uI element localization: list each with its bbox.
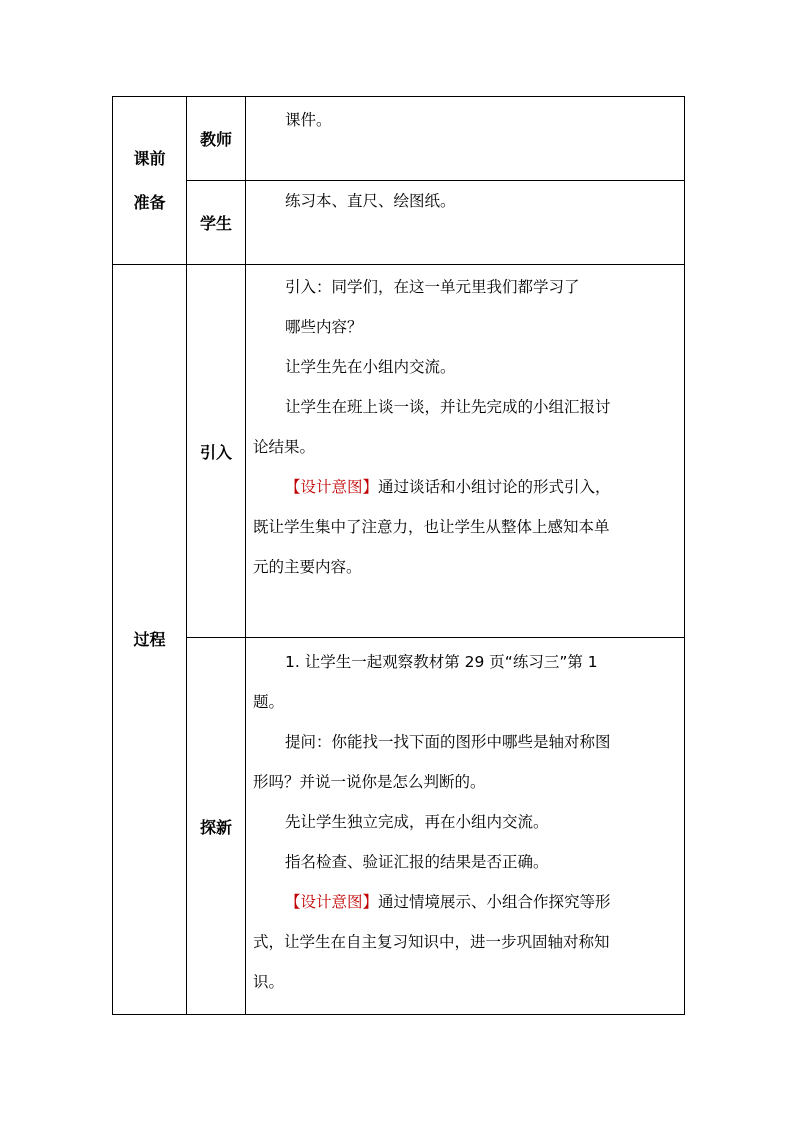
intro-design-tag: 【设计意图】 xyxy=(285,478,379,496)
intro-p2: 让学生先在小组内交流。 xyxy=(285,358,456,376)
teacher-content xyxy=(246,97,685,181)
intro-design-b: 既让学生集中了注意力，也让学生从整体上感知本单 xyxy=(253,518,610,536)
explore-p2b: 形吗？并说一说你是怎么判断的。 xyxy=(253,773,486,791)
intro-p3b: 论结果。 xyxy=(253,438,316,456)
explore-p1b: 题。 xyxy=(253,693,285,711)
student-content xyxy=(246,181,685,265)
intro-label: 引入 xyxy=(187,265,246,638)
intro-design-c: 元的主要内容。 xyxy=(253,558,362,576)
prep-header-cell xyxy=(113,97,187,265)
intro-p1b: 哪些内容？ xyxy=(285,318,363,336)
process-header: 过程 xyxy=(113,265,187,1015)
student-text: 练习本、直尺、绘图纸。 xyxy=(285,192,456,210)
student-label: 学生 xyxy=(187,181,246,265)
explore-content xyxy=(246,638,685,1015)
teacher-label: 教师 xyxy=(187,97,246,181)
intro-design-a: 通过谈话和小组讨论的形式引入， xyxy=(378,478,611,496)
intro-content xyxy=(246,265,685,638)
explore-design-c: 识。 xyxy=(253,973,285,991)
prep-header-line2: 准备 xyxy=(133,192,166,212)
intro-p1a: 引入：同学们，在这一单元里我们都学习了 xyxy=(285,278,580,296)
intro-p3a: 让学生在班上谈一谈，并让先完成的小组汇报讨 xyxy=(285,398,611,416)
explore-p3: 先让学生独立完成，再在小组内交流。 xyxy=(285,813,549,831)
intro-design-line1 xyxy=(253,467,679,507)
explore-design-a: 通过情境展示、小组合作探究等形 xyxy=(378,893,611,911)
explore-design-b: 式，让学生在自主复习知识中，进一步巩固轴对称知 xyxy=(253,933,610,951)
explore-design-line1 xyxy=(253,882,679,922)
teacher-text: 课件。 xyxy=(285,111,332,129)
prep-header-line1: 课前 xyxy=(133,148,166,168)
explore-p4: 指名检查、验证汇报的结果是否正确。 xyxy=(285,853,549,871)
lesson-plan-table xyxy=(112,96,685,1015)
explore-p1a: 1. 让学生一起观察教材第 29 页“练习三”第 1 xyxy=(285,653,598,671)
explore-design-tag: 【设计意图】 xyxy=(285,893,379,911)
explore-label: 探新 xyxy=(187,638,246,1015)
explore-p2a: 提问：你能找一找下面的图形中哪些是轴对称图 xyxy=(285,733,611,751)
